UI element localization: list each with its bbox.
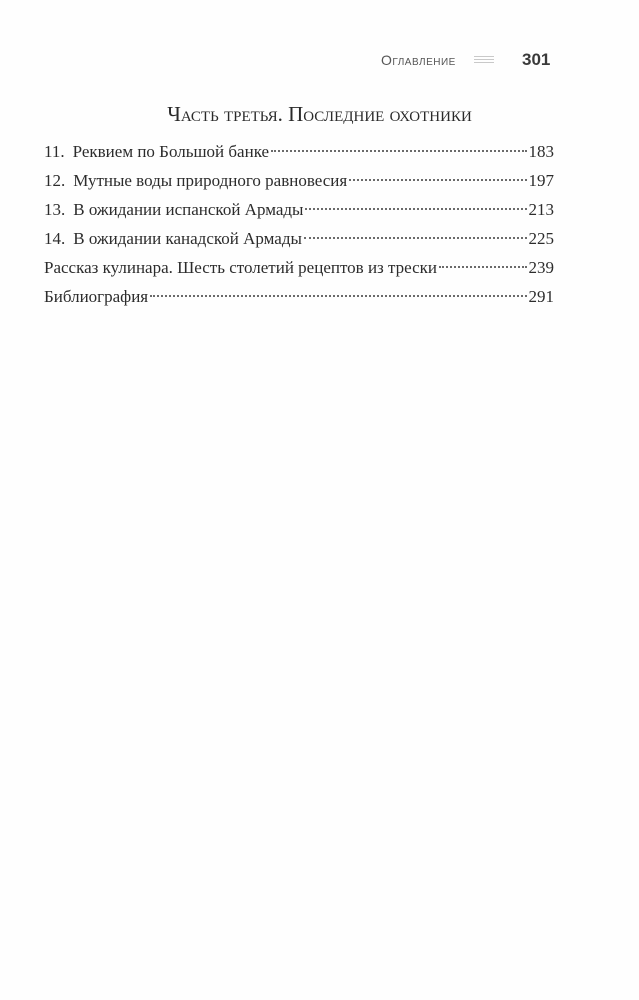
toc-entry-page: 239 xyxy=(528,258,554,277)
toc-entry-number: 11. xyxy=(44,142,65,161)
part-prefix: Часть третья. xyxy=(167,102,283,126)
toc-entry[interactable] xyxy=(44,282,554,311)
running-head-title: Оглавление xyxy=(381,52,456,68)
toc-entry-page: 197 xyxy=(528,171,554,190)
toc-entry-number: 14. xyxy=(44,229,66,248)
dot-leader xyxy=(150,295,526,297)
part-title xyxy=(0,102,639,127)
toc-entry[interactable] xyxy=(44,253,554,282)
toc-entry-number: 13. xyxy=(44,200,66,219)
toc-entry[interactable] xyxy=(44,195,554,224)
toc-entry-page: 225 xyxy=(528,229,554,248)
page-number: 301 xyxy=(522,50,551,69)
toc-entry-number: 12. xyxy=(44,171,66,190)
dot-leader xyxy=(349,179,526,181)
ornament-icon xyxy=(474,56,494,66)
toc-entry-page: 213 xyxy=(528,200,554,219)
dot-leader xyxy=(305,208,526,210)
toc-entry-title: Реквием по Большой банке xyxy=(72,142,270,161)
toc-entry-title: В ожидании испанской Армады xyxy=(73,200,304,219)
toc-entry-title: Библиография xyxy=(44,287,149,306)
running-head xyxy=(0,52,639,72)
toc-entry-title: В ожидании канадской Армады xyxy=(73,229,302,248)
dot-leader xyxy=(271,150,526,152)
part-name: Последние охотники xyxy=(288,102,472,126)
table-of-contents xyxy=(44,137,554,311)
dot-leader xyxy=(304,237,527,239)
toc-entry[interactable] xyxy=(44,224,554,253)
toc-entry[interactable] xyxy=(44,166,554,195)
dot-leader xyxy=(439,266,526,268)
toc-entry-page: 291 xyxy=(528,287,554,306)
toc-entry[interactable] xyxy=(44,137,554,166)
toc-entry-page: 183 xyxy=(528,142,554,161)
toc-entry-title: Рассказ кулинара. Шесть столетий рецептов из трески xyxy=(44,258,438,277)
toc-entry-title: Мутные воды природного равновесия xyxy=(73,171,348,190)
